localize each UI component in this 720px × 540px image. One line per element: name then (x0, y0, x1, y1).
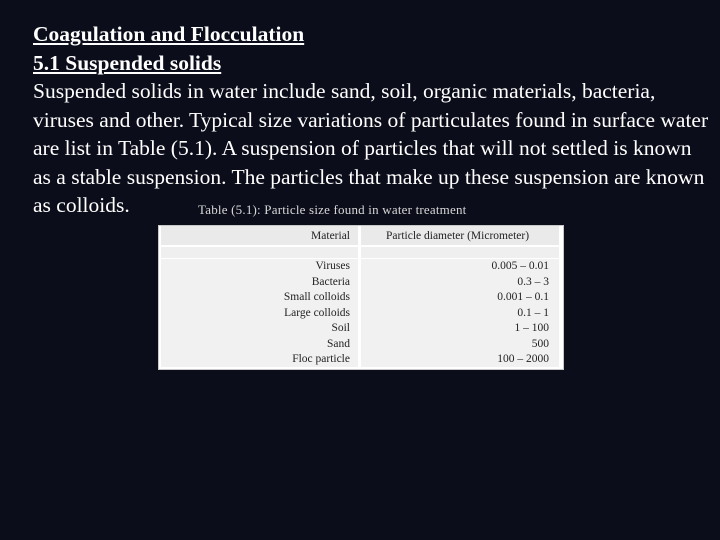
body-paragraph: Suspended solids in water include sand, soil, organic materials, bacteria, viruses and other. Typical size variations of particulates found in surface water are list in Table (5.1). A suspension of particles that will not settled is known as a stable suspension. The particles that make up these suspension are known as colloids. (33, 79, 709, 217)
header-spacer (161, 247, 358, 258)
material-header: Material (161, 226, 358, 246)
section-heading: 5.1 Suspended solids (33, 50, 222, 75)
material-column (161, 226, 358, 369)
material-cell: Sand (327, 337, 350, 350)
diameter-cell: 100 – 2000 (497, 353, 549, 365)
diameter-cell: 500 (531, 337, 549, 350)
table-caption: Table (5.1): Particle size found in water treatment (198, 202, 467, 217)
material-cell: Soil (331, 322, 350, 334)
material-cell: Floc particle (292, 353, 350, 365)
material-cell: Bacteria (311, 275, 350, 288)
material-cell: Large colloids (284, 306, 350, 319)
material-cell: Small colloids (283, 291, 350, 303)
material-cell: Viruses (315, 260, 350, 272)
header-spacer (361, 247, 559, 258)
slide-text (33, 20, 713, 220)
diameter-cells (361, 259, 559, 367)
diameter-cell: 0.005 – 0.01 (491, 260, 549, 272)
diameter-cell: 0.1 – 1 (517, 306, 549, 319)
particle-size-table (158, 225, 564, 370)
diameter-cell: 0.3 – 3 (517, 275, 549, 288)
page-title: Coagulation and Flocculation (33, 22, 305, 46)
diameter-cell: 0.001 – 0.1 (497, 291, 549, 303)
diameter-cell: 1 – 100 (514, 322, 549, 334)
diameter-header: Particle diameter (Micrometer) (361, 226, 559, 246)
material-cells (161, 259, 358, 367)
diameter-column (361, 226, 559, 369)
